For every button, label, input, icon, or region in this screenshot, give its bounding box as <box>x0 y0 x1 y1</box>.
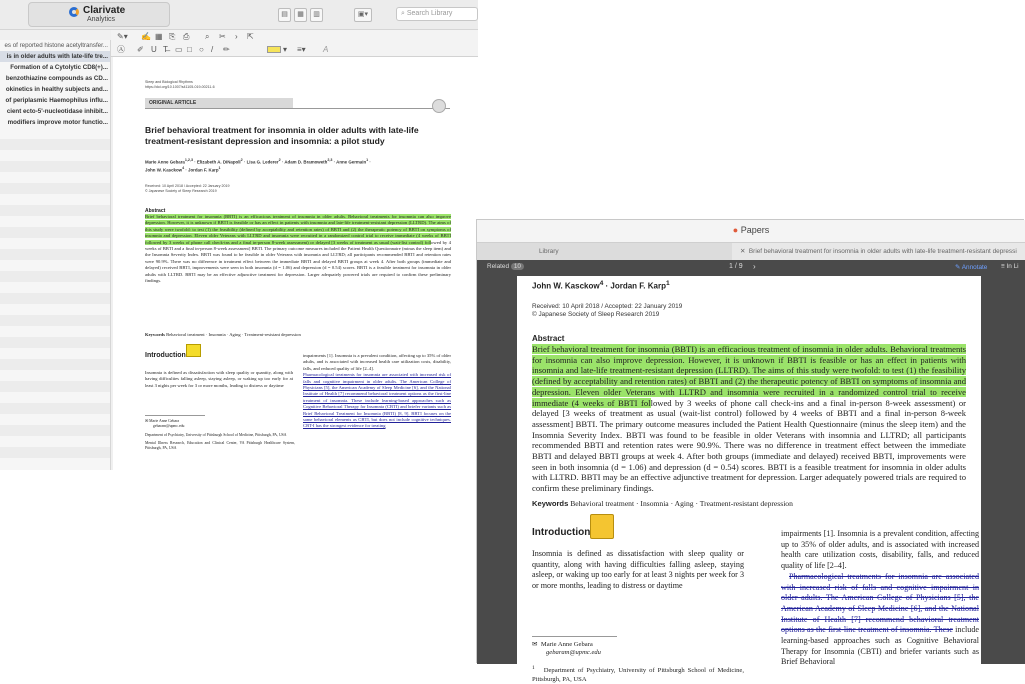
line-icon[interactable]: / <box>211 45 214 54</box>
underline-annotation[interactable]: Pharmacological treatments for insomnia are associated with increased risk of falls and cognitive impairment in older adults. The American College of Physicians [5], the American Academy of Sleep Medicine [6], and the National Institute of Health [7] recommend behavioral treatment options as the first-line treatment of insomnia. These <box>781 571 979 635</box>
text-box-icon[interactable]: Ⓐ <box>117 45 125 54</box>
keywords <box>532 499 793 508</box>
footnote-2-text: Mental Illness Research, Education and Clinical Center, VA Pittsburgh Healthcare System, Pittsburgh, PA, USA <box>145 441 295 450</box>
highlight-annotation[interactable]: Brief behavioral treatment for insomnia (BBTI) is an efficacious treatment of insomnia in older adults. Behavioral treatments for insomnia can also improve depression. However, it is unknown if BBTI is feasible or has an effect in patients with insomnia and late-life treatment-resistant depression (LLTRD). The aims of this study were twofold: to test (1) the feasibility (defined by acceptability and retention rates) of BBTI and (2) the therapeutic potency of BBTI on symptoms of insomnia and depression. Eleven older Veterans with LLTRD and insomnia were recruited in a randomized control trial to receive immediate (4 weeks of BBTI followed by 3 weeks of phone call check-ins and a final in-person 8-week assessment) or delayed [3 weeks of treatment as usual (wait-list control) foll <box>145 214 451 245</box>
received-dates: Received: 10 April 2018 / Accepted: 22 January 2019 <box>145 184 230 188</box>
app-name: Clarivate <box>83 5 126 16</box>
note-annotation-icon[interactable] <box>590 514 614 539</box>
empty-list-row <box>0 128 110 139</box>
edit-icon[interactable]: ✍ <box>141 32 151 41</box>
page-indicator: 1 / 9 <box>729 263 743 270</box>
search-input[interactable] <box>396 7 478 21</box>
empty-list-row <box>0 436 110 447</box>
color-dropdown-icon[interactable]: ▾ <box>283 45 288 54</box>
view-split-button[interactable]: ▥ <box>310 8 323 22</box>
footnote-1 <box>532 664 744 684</box>
empty-list-row <box>0 161 110 172</box>
in-library-button[interactable]: ≡ In Li <box>1001 263 1019 270</box>
color-swatch-yellow[interactable] <box>267 46 281 53</box>
list-item[interactable]: cient ecto-5'-nucleotidase inhibit... <box>6 108 108 115</box>
list-item[interactable]: okinetics in healthy subjects and... <box>5 86 108 93</box>
pen-icon[interactable]: ✎▾ <box>117 32 128 41</box>
author[interactable]: · Jordan F. Karp <box>184 167 219 173</box>
empty-list-row <box>0 359 110 370</box>
empty-list-row <box>0 227 110 238</box>
app-subtitle: Analytics <box>87 16 116 23</box>
font-icon[interactable]: A <box>323 45 329 54</box>
search-icon[interactable]: ⌕ <box>205 32 210 41</box>
author[interactable]: John W. Kasckow <box>532 281 600 291</box>
tab-document[interactable] <box>732 243 1025 261</box>
intro-heading: Introduction <box>145 352 186 359</box>
note-icon[interactable]: ▭ <box>175 45 183 54</box>
underline-icon[interactable]: U <box>151 45 157 54</box>
view-list-button[interactable]: ▤ <box>278 8 291 22</box>
footnote-divider <box>532 636 617 637</box>
highlight-annotation[interactable]: Brief behavioral treatment for insomnia (BBTI) is an efficacious treatment of insomnia in older adults. Behavioral treatments for insomnia can also improve depression. However, it is unknown if BBTI is feasible or has an effect in patients with insomnia and late-life treatment-resistant depression (LLTRD). The aims of this study were twofold: to test (1) the feasibility (defined by acceptability and retention rates) of BBTI and (2) the therapeutic potency of BBTI on symptoms of insomnia and depression. Eleven older Veterans with LLTRD and insomnia were recruited in a randomized control trial to receive immediate (4 weeks of BBTI fol <box>532 344 966 408</box>
copyright: © Japanese Society of Sleep Research 2019 <box>145 189 217 193</box>
empty-list-row <box>0 293 110 304</box>
list-item[interactable]: of periplasmic Haemophilus influ... <box>5 97 108 104</box>
intro-right-column <box>303 353 451 430</box>
author[interactable]: Marie Anne Gebara <box>145 159 185 165</box>
author[interactable]: John W. Kasckow <box>145 167 183 173</box>
pdf-page-view <box>113 57 478 470</box>
abstract-rest: owed by 4 weeks of BBTI and a final in-person 8-week assessment] BBTI. The primary outcome measures included the Patient Health Questionnaire (minus the sleep item) and the Insomnia Severity Index. BBTI was found to be feasible in older Veterans with insomnia and LLTRD; all participants recommended BBTI and retention rates were 90.9%. There was no difference in treatment effect between the immediate BBTI and delayed BBTI groups at week 4. After both groups (immediate and delayed) received BBTI, improvements were seen in both insomnia (d = 1.06) and depression (d = 0.54) scores. BBTI is a feasible treatment for insomnia in older adults with LLTRD. BBTI may be an effective adjunctive treatment for depression. Larger adequately powered trials are required to confirm these preliminary findings. <box>145 239 451 284</box>
empty-list-row <box>0 425 110 436</box>
empty-list-row <box>0 150 110 161</box>
papers-window <box>476 219 1024 683</box>
footnote-email[interactable]: gebaram@upmc.edu <box>546 649 601 657</box>
keywords-list: Behavioral treatment · Insomnia · Aging · Treatment-resistant depression <box>166 332 301 337</box>
footnote-marker: 1 <box>532 665 535 672</box>
author[interactable]: · Lisa G. Lederer <box>242 159 279 165</box>
list-item[interactable]: Formation of a Cytolytic CD8(+)... <box>10 64 108 71</box>
underline-annotation[interactable]: Pharmacological treatments for insomnia are associated with increased risk of falls and cognitive impairment in older adults. The American College of Physicians [5], the American Academy of Sleep Medicine [6], and the National Institute of Health [7] recommend behavioral treatment options as the first-line treatment of insomnia. These include learning-based approaches such as Cognitive Behavioral Therapy for Insomnia (CBTI) and briefer variants such as Brief Behavioral Treatment for Insomnia (BBTI) [8, 9]. BBTI focuses on the same behavioral elements as CBTI, but does not include cognitive techniques. CBT-I has the strongest evidence for treating <box>303 372 451 429</box>
annotation-toolbar <box>111 30 478 57</box>
abstract-heading: Abstract <box>532 334 565 343</box>
list-item[interactable]: es of reported histone acetyltransfer... <box>4 42 108 49</box>
authors <box>145 157 465 174</box>
article-title <box>145 125 445 147</box>
tools-icon[interactable]: ✂ <box>219 32 226 41</box>
keywords-label: Keywords <box>532 499 569 508</box>
intro-left-column: Insomnia is defined as dissatisfaction with sleep quality or quantity, along with having difficulties falling asleep, staying asleep, or waking up too early for at least 3 nights per week for 3 or more months, leading to distress or daytime <box>145 370 293 388</box>
corresponding-author: ✉ Marie Anne Gebara <box>532 641 593 648</box>
intro-right-column <box>781 529 979 668</box>
affiliation-marker: 1,2,3 <box>184 158 193 162</box>
circle-icon[interactable]: ○ <box>199 45 204 54</box>
affiliation-marker: 2 <box>278 158 281 162</box>
table-icon[interactable]: ▦ <box>155 32 163 41</box>
abstract-text[interactable] <box>145 214 451 284</box>
list-item[interactable]: modifiers improve motor functio... <box>7 119 108 126</box>
copyright: © Japanese Society of Sleep Research 2019 <box>532 311 660 318</box>
crossmark-icon[interactable] <box>432 99 446 113</box>
affiliation-marker: 1 <box>665 280 670 287</box>
app-header <box>0 0 478 30</box>
empty-list-row <box>0 249 110 260</box>
empty-list-row <box>0 447 110 458</box>
corresponding-author: ✉ Marie Anne Gebara <box>145 419 180 423</box>
empty-list-row <box>0 260 110 271</box>
author[interactable]: · Anne Germain <box>332 159 367 165</box>
empty-list-row <box>0 337 110 348</box>
intro-right-para1: impairments [1]. Insomnia is a prevalent condition, affecting up to 35% of older adults, and is associated with increased health care utilization costs, disability, falls, and reduced quality of life [2–4]. <box>303 353 451 371</box>
related-label: Related <box>487 263 510 270</box>
empty-list-row <box>0 392 110 403</box>
line-weight-icon[interactable]: ≡▾ <box>297 45 306 54</box>
title-line: Brief behavioral treatment for insomnia in older adults with late-life <box>145 125 419 135</box>
annotate-label: Annotate <box>961 264 988 271</box>
affiliation-marker: 2,3 <box>327 158 333 162</box>
footnote-email[interactable]: gebaram@upmc.edu <box>153 424 185 428</box>
affiliation-marker: 2 <box>240 158 243 162</box>
author[interactable]: · Jordan F. Karp <box>603 281 666 291</box>
abstract-rest: lowed by 3 weeks of phone call check-ins and a final in-person 8-week assessment) or delayed [3 weeks of treatment as usual (wait-list control) followed by 4 weeks of BBTI and a final in-person 8-week assessment] BBTI. The primary outcome measures included the Patient Health Questionnaire (minus the sleep item) and the Insomnia Severity Index. BBTI was found to be feasible in older Veterans with insomnia and LLTRD; all participants recommended BBTI and retention rates were 90.9%. There was no difference in treatment effect between the immediate BBTI and delayed BBTI groups at week 4. After both groups (immediate and delayed) received BBTI, improvements were seen in both insomnia (d = 1.06) and depression (d = 0.54) scores. BBTI is a feasible treatment for insomnia in older adults with LLTRD. BBTI may be an effective adjunctive treatment for depression. Larger adequately powered trials are required to confirm these preliminary findings. <box>532 397 966 494</box>
abstract-text[interactable] <box>532 344 966 494</box>
author[interactable]: · Elizabeth A. DiNapoli <box>193 159 241 165</box>
received-dates: Received: 10 April 2018 / Accepted: 22 January 2019 <box>532 303 683 310</box>
next-page-icon[interactable]: › <box>753 262 756 271</box>
view-grid-button[interactable]: ▦ <box>294 8 307 22</box>
affiliation-marker: 1 <box>366 158 369 162</box>
copy-icon[interactable]: ⎘ <box>169 32 176 41</box>
empty-list-row <box>0 282 110 293</box>
window-title <box>477 225 1025 235</box>
affiliation-marker: 4 <box>182 166 185 171</box>
tab-document-title: Brief behavioral treatment for insomnia in older adults with late-life treatment-resistant depressi <box>748 248 1017 255</box>
tab-library[interactable]: Library <box>539 248 559 255</box>
article-type: ORIGINAL ARTICLE <box>145 98 293 108</box>
empty-list-row <box>0 194 110 205</box>
intro-right-para2-rest: include learning-based approaches such as Cognitive Behavioral Therapy for Insomnia (CBTI) and briefer variants such as Brief Behavioral <box>781 625 979 667</box>
footnote-name: Marie Anne Gebara <box>149 419 180 423</box>
empty-list-row <box>0 238 110 249</box>
pdf-page-view <box>517 276 981 683</box>
intro-heading: Introduction <box>532 527 591 538</box>
app-logo[interactable] <box>28 2 170 27</box>
app-title: Papers <box>740 225 770 235</box>
empty-list-row <box>0 315 110 326</box>
annotate-button[interactable]: ✎ Annotate <box>955 264 988 271</box>
journal-name: Sleep and Biological Rhythms <box>145 80 193 84</box>
reference-manager-window <box>0 0 478 470</box>
empty-list-row <box>0 403 110 414</box>
search-icon: ⌕ <box>401 10 405 17</box>
keywords-label: Keywords <box>145 332 165 337</box>
export-icon[interactable]: ⇱ <box>247 32 254 41</box>
close-tab-icon[interactable]: ✕ <box>740 248 746 255</box>
freehand-icon[interactable]: ✏ <box>223 45 230 54</box>
footnote-divider <box>145 415 205 416</box>
empty-list-row <box>0 326 110 337</box>
list-item[interactable]: benzothiazine compounds as CD... <box>5 75 108 82</box>
footnote-name: Marie Anne Gebara <box>540 641 593 648</box>
footnote-1-text: Department of Psychiatry, University of Pittsburgh School of Medicine, Pittsburgh, PA, USA <box>532 667 744 683</box>
abstract-heading: Abstract <box>145 208 166 214</box>
empty-list-row <box>0 139 110 150</box>
titlebar <box>477 220 1025 242</box>
in-library-label: In Li <box>1006 263 1019 270</box>
empty-list-row <box>0 172 110 183</box>
layout-dropdown-button[interactable]: ▣▾ <box>354 8 372 22</box>
search-placeholder: Search Library <box>406 10 453 17</box>
author[interactable]: · Adam D. Bramoweth <box>280 159 328 165</box>
note-annotation-icon[interactable] <box>186 344 201 357</box>
footnote-1-text: Department of Psychiatry, University of Pittsburgh School of Medicine, Pittsburgh, PA, USA <box>145 433 287 437</box>
empty-list-row <box>0 348 110 359</box>
intro-right-para1: impairments [1]. Insomnia is a prevalent condition, affecting up to 35% of older adults, and is associated with increased health care utilization costs, disability, falls, and reduced quality of life [2–4]. <box>781 529 979 571</box>
strikethrough-icon[interactable]: T̶ <box>163 45 168 54</box>
list-empty-rows <box>0 128 110 458</box>
keywords-list: Behavioral treatment · Insomnia · Aging · Treatment-resistant depression <box>570 499 793 508</box>
document-toolbar <box>477 260 1025 276</box>
print-icon[interactable]: ⎙ <box>183 32 190 41</box>
empty-list-row <box>0 205 110 216</box>
clarivate-logo-icon <box>69 7 79 17</box>
keywords <box>145 332 301 337</box>
affiliation-marker: 4 <box>599 280 604 287</box>
footnote-1 <box>145 433 295 438</box>
empty-list-row <box>0 370 110 381</box>
footnotes <box>532 641 744 684</box>
intro-left-column: Insomnia is defined as dissatisfaction with sleep quality or quantity, along with having difficulties falling asleep, staying asleep, or waking up too early for at least 3 nights per week for 3 or more months, leading to distress or daytime <box>532 549 744 591</box>
papers-logo-icon: ● <box>732 225 739 235</box>
author-separator: · <box>368 159 371 165</box>
related-count: 10 <box>511 263 524 270</box>
empty-list-row <box>0 381 110 392</box>
rectangle-icon[interactable]: □ <box>187 45 192 54</box>
forward-icon[interactable]: › <box>235 32 238 41</box>
title-line: treatment-resistant depression and insomnia: a pilot study <box>145 136 385 146</box>
empty-list-row <box>0 183 110 194</box>
divider <box>145 108 450 109</box>
authors <box>532 280 670 291</box>
related-button[interactable] <box>487 263 524 270</box>
footnotes <box>145 419 295 451</box>
affiliation-marker: 1 <box>218 166 221 171</box>
footnote-2 <box>145 441 295 451</box>
empty-list-row <box>0 216 110 227</box>
empty-list-row <box>0 271 110 282</box>
reference-list <box>0 40 111 470</box>
empty-list-row <box>0 414 110 425</box>
list-item-selected[interactable]: is in older adults with late-life tre... <box>0 51 110 62</box>
tab-bar <box>477 242 1025 260</box>
empty-list-row <box>0 304 110 315</box>
highlighter-icon[interactable]: ✐ <box>137 45 144 54</box>
doi[interactable]: https://doi.org/10.1007/s41105-019-00211-6 <box>145 85 215 89</box>
